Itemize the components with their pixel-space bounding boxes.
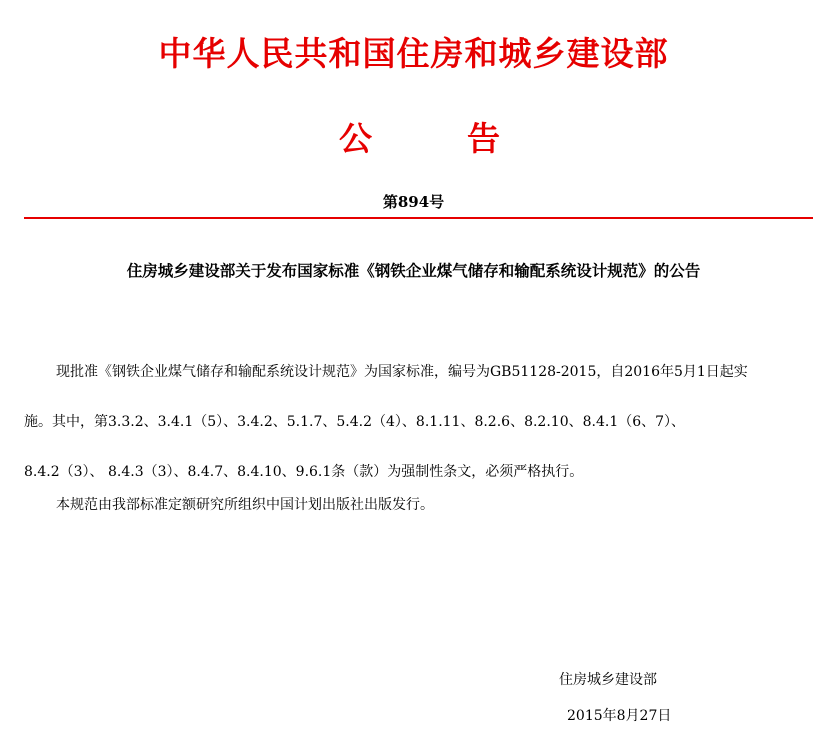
- sign-date: 2015年8月27日: [567, 708, 672, 724]
- body-line-2: 施。其中，第3.3.2、3.4.1（5）、3.4.2、5.1.7、5.4.2（4）、8.1.11、8.2.6、8.2.10、8.4.1（6、7）、: [24, 414, 686, 430]
- body-paragraph-1: [24, 347, 813, 497]
- notice-title: 住房城乡建设部关于发布国家标准《钢铁企业煤气储存和输配系统设计规范》的公告: [126, 261, 701, 280]
- body-line-1: 现批准《钢铁企业煤气储存和输配系统设计规范》为国家标准，编号为GB51128-2015，自2016年5月1日起实: [56, 364, 748, 380]
- body-paragraph-2: 本规范由我部标准定额研究所组织中国计划出版社出版发行。: [56, 497, 434, 513]
- body-line-3: 8.4.2（3）、 8.4.3（3）、8.4.7、8.4.10、9.6.1条（款）为强制性条文，必须严格执行。: [24, 464, 584, 480]
- document-number: 第894号: [382, 193, 445, 211]
- doc-type-char-2: 告: [467, 119, 500, 158]
- doc-type-char-1: 公: [339, 119, 372, 158]
- issuer-heading: 中华人民共和国住房和城乡建设部: [158, 34, 669, 73]
- signer: 住房城乡建设部: [559, 672, 657, 688]
- red-divider: [24, 217, 813, 219]
